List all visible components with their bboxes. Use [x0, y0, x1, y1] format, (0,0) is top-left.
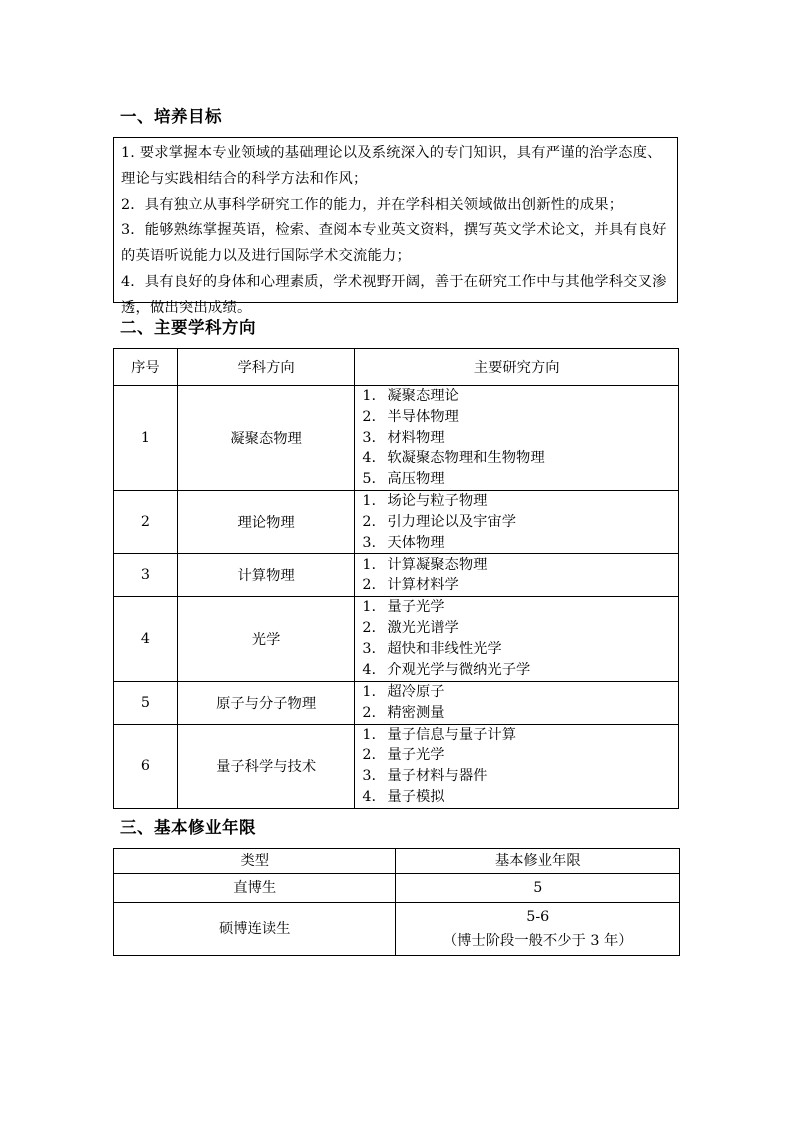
research-list	[355, 554, 679, 597]
direction-name: 凝聚态物理	[177, 386, 355, 491]
list-item: 1. 场论与粒子物理	[362, 492, 488, 509]
list-item: 2. 引力理论以及宇宙学	[362, 513, 517, 530]
student-type: 硕博连读生	[114, 903, 396, 956]
list-item: 4. 软凝聚态物理和生物物理	[362, 450, 545, 467]
table-header-row	[114, 349, 679, 386]
table-row	[114, 554, 679, 597]
header-type: 类型	[114, 849, 396, 874]
table-row	[114, 903, 680, 956]
goal-item-1: 1. 要求掌握本专业领域的基础理论以及系统深入的专门知识，具有严谨的治学态度、理论与实践相结合的科学方法和作风；	[121, 145, 662, 187]
list-item: 1. 量子信息与量子计算	[362, 726, 517, 743]
list-item: 2. 激光光谱学	[362, 620, 459, 637]
research-list	[355, 681, 679, 724]
study-years-cell	[396, 903, 680, 956]
goal-item-4: 4．具有良好的身体和心理素质，学术视野开阔，善于在研究工作中与其他学科交叉渗透，做出突出成绩。	[121, 273, 667, 316]
row-number: 1	[114, 386, 178, 491]
list-item: 3. 材料物理	[362, 429, 445, 446]
table-row	[114, 724, 679, 808]
list-item: 4. 量子模拟	[362, 788, 445, 805]
header-research: 主要研究方向	[355, 349, 679, 386]
duration-heading: 三、基本修业年限	[120, 818, 256, 837]
list-item: 3. 天体物理	[362, 534, 445, 551]
goals-heading: 一、培养目标	[120, 107, 222, 126]
list-item: 3. 超快和非线性光学	[362, 640, 502, 657]
study-years: 5	[396, 874, 680, 903]
research-list	[355, 597, 679, 681]
directions-table	[113, 348, 679, 809]
research-list	[355, 490, 679, 553]
table-header-row	[114, 849, 680, 874]
direction-name: 原子与分子物理	[177, 681, 355, 724]
row-number: 2	[114, 490, 178, 553]
list-item: 2. 半导体物理	[362, 408, 459, 425]
study-years-note: （博士阶段一般不少于 3 年）	[442, 933, 633, 949]
duration-table	[113, 848, 680, 956]
header-no: 序号	[114, 349, 178, 386]
student-type: 直博生	[114, 874, 396, 903]
list-item: 2. 计算材料学	[362, 577, 459, 594]
direction-name: 量子科学与技术	[177, 724, 355, 808]
list-item: 2. 精密测量	[362, 704, 445, 721]
table-row	[114, 874, 680, 903]
list-item: 1. 量子光学	[362, 599, 445, 616]
table-row	[114, 681, 679, 724]
list-item: 5. 高压物理	[362, 471, 445, 488]
directions-heading: 二、主要学科方向	[120, 318, 256, 337]
table-row	[114, 490, 679, 553]
direction-name: 理论物理	[177, 490, 355, 553]
table-row	[114, 597, 679, 681]
header-years: 基本修业年限	[396, 849, 680, 874]
goals-box	[113, 137, 678, 316]
research-list	[355, 386, 679, 491]
list-item: 4. 介观光学与微纳光子学	[362, 661, 531, 678]
row-number: 4	[114, 597, 178, 681]
list-item: 1. 计算凝聚态物理	[362, 556, 488, 573]
list-item: 1. 凝聚态理论	[362, 388, 459, 404]
study-years: 5-6	[526, 909, 550, 925]
row-number: 5	[114, 681, 178, 724]
research-list	[355, 724, 679, 808]
row-number: 3	[114, 554, 178, 597]
goal-item-3: 3．能够熟练掌握英语，检索、查阅本专业英文资料，撰写英文学术论文，并具有良好的英语听说能力以及进行国际学术交流能力；	[121, 222, 667, 265]
row-number: 6	[114, 724, 178, 808]
direction-name: 光学	[177, 597, 355, 681]
list-item: 2. 量子光学	[362, 747, 445, 764]
list-item: 1. 超冷原子	[362, 683, 445, 700]
table-row	[114, 386, 679, 491]
direction-name: 计算物理	[177, 554, 355, 597]
goal-item-2: 2．具有独立从事科学研究工作的能力，并在学科相关领域做出创新性的成果；	[121, 196, 624, 213]
header-direction: 学科方向	[177, 349, 355, 386]
list-item: 3. 量子材料与器件	[362, 768, 488, 785]
